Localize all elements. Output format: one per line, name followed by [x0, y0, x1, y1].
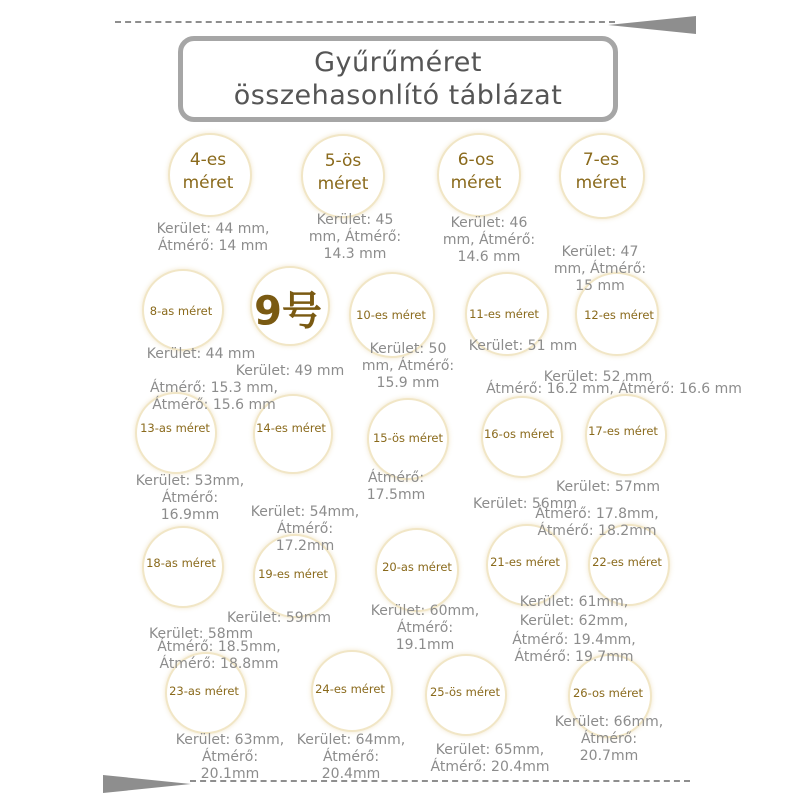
size-info: Kerület: 61mm, [519, 594, 629, 610]
title-line-1: Gyűrűméret [314, 47, 482, 78]
extra-note: Átmérő: 15.3 mm, Átmérő: 15.6 mm [150, 380, 278, 413]
size-info: Kerület: 49 mm [235, 363, 345, 379]
ring-label: 24-es méret [315, 682, 385, 696]
size-info: Kerület: 45 mm, Átmérő: 14.3 mm [308, 212, 402, 262]
ring-label: 5-ös méret [317, 151, 369, 194]
size-info: Kerület: 60mm, Átmérő: 19.1mm [370, 603, 480, 653]
ring-label: 8-as méret [149, 304, 213, 318]
size-info: Kerület: 65mm, Átmérő: 20.4mm [430, 742, 550, 775]
extra-note: Átmérő: 19.4mm, Átmérő: 19.7mm [512, 632, 636, 665]
ring-label: 13-as méret [140, 421, 210, 435]
ring-label: 26-os méret [572, 686, 644, 700]
title-line-2: összehasonlító táblázat [233, 80, 563, 111]
size-info: Kerület: 59mm [227, 610, 331, 626]
ring-label: 23-as méret [169, 684, 239, 698]
size-info: Kerület: 44 mm [146, 346, 256, 362]
ring-label: 18-as méret [146, 556, 216, 570]
size-info: Kerület: 51 mm [468, 338, 578, 354]
ring-label: 17-es méret [588, 424, 658, 438]
title-box [178, 36, 618, 122]
ring-label: 22-es méret [592, 555, 662, 569]
size-info: Kerület: 57mm [556, 479, 660, 495]
ring-label: 11-es méret [469, 307, 539, 321]
ring-label: 7-es méret [575, 150, 627, 193]
size-info: Kerület: 47 mm, Átmérő: 15 mm [553, 244, 647, 294]
size-info: Kerület: 64mm, Átmérő: 20.4mm [296, 732, 406, 782]
ring-label: 4-es méret [182, 150, 234, 193]
size-info: Kerület: 46 mm, Átmérő: 14.6 mm [442, 215, 536, 265]
ring-label: 6-os méret [450, 150, 502, 193]
size-info: Kerület: 56mm [473, 496, 577, 512]
ring-label: 10-es méret [356, 308, 426, 322]
top-triangle-marker [608, 16, 696, 34]
extra-note: Átmérő: 17.8mm, Átmérő: 18.2mm [535, 506, 659, 539]
size-info: Kerület: 50 mm, Átmérő: 15.9 mm [361, 341, 455, 391]
ring-label: 21-es méret [490, 555, 560, 569]
size-info: Kerület: 54mm, Átmérő: 17.2mm [250, 504, 360, 554]
extra-note: Átmérő: 18.5mm, Átmérő: 18.8mm [157, 639, 281, 672]
ring-label: 15-ös méret [372, 431, 444, 445]
ring-label: 9号 [254, 288, 322, 335]
size-info: Kerület: 62mm, [519, 613, 629, 629]
size-info: Kerület: 63mm, Átmérő: 20.1mm [175, 732, 285, 782]
ring-label: 25-ös méret [429, 685, 501, 699]
ring-label: 20-as méret [382, 560, 452, 574]
size-info: Kerület: 58mm [149, 626, 253, 642]
size-info: Kerület: 66mm, Átmérő: 20.7mm [554, 714, 664, 764]
ring-label: 14-es méret [256, 421, 326, 435]
size-info: Átmérő: 17.5mm [366, 470, 426, 503]
ring-label: 19-es méret [258, 567, 328, 581]
ring-label: 16-os méret [483, 427, 555, 441]
size-info: Kerület: 52 mm [543, 369, 653, 385]
ring-label: 12-es méret [584, 308, 654, 322]
size-info: Kerület: 53mm, Átmérő: 16.9mm [135, 473, 245, 523]
extra-note: Átmérő: 16.2 mm, Átmérő: 16.6 mm [486, 381, 742, 397]
top-dashed-line [115, 21, 615, 23]
size-info: Kerület: 44 mm, Átmérő: 14 mm [156, 221, 270, 254]
